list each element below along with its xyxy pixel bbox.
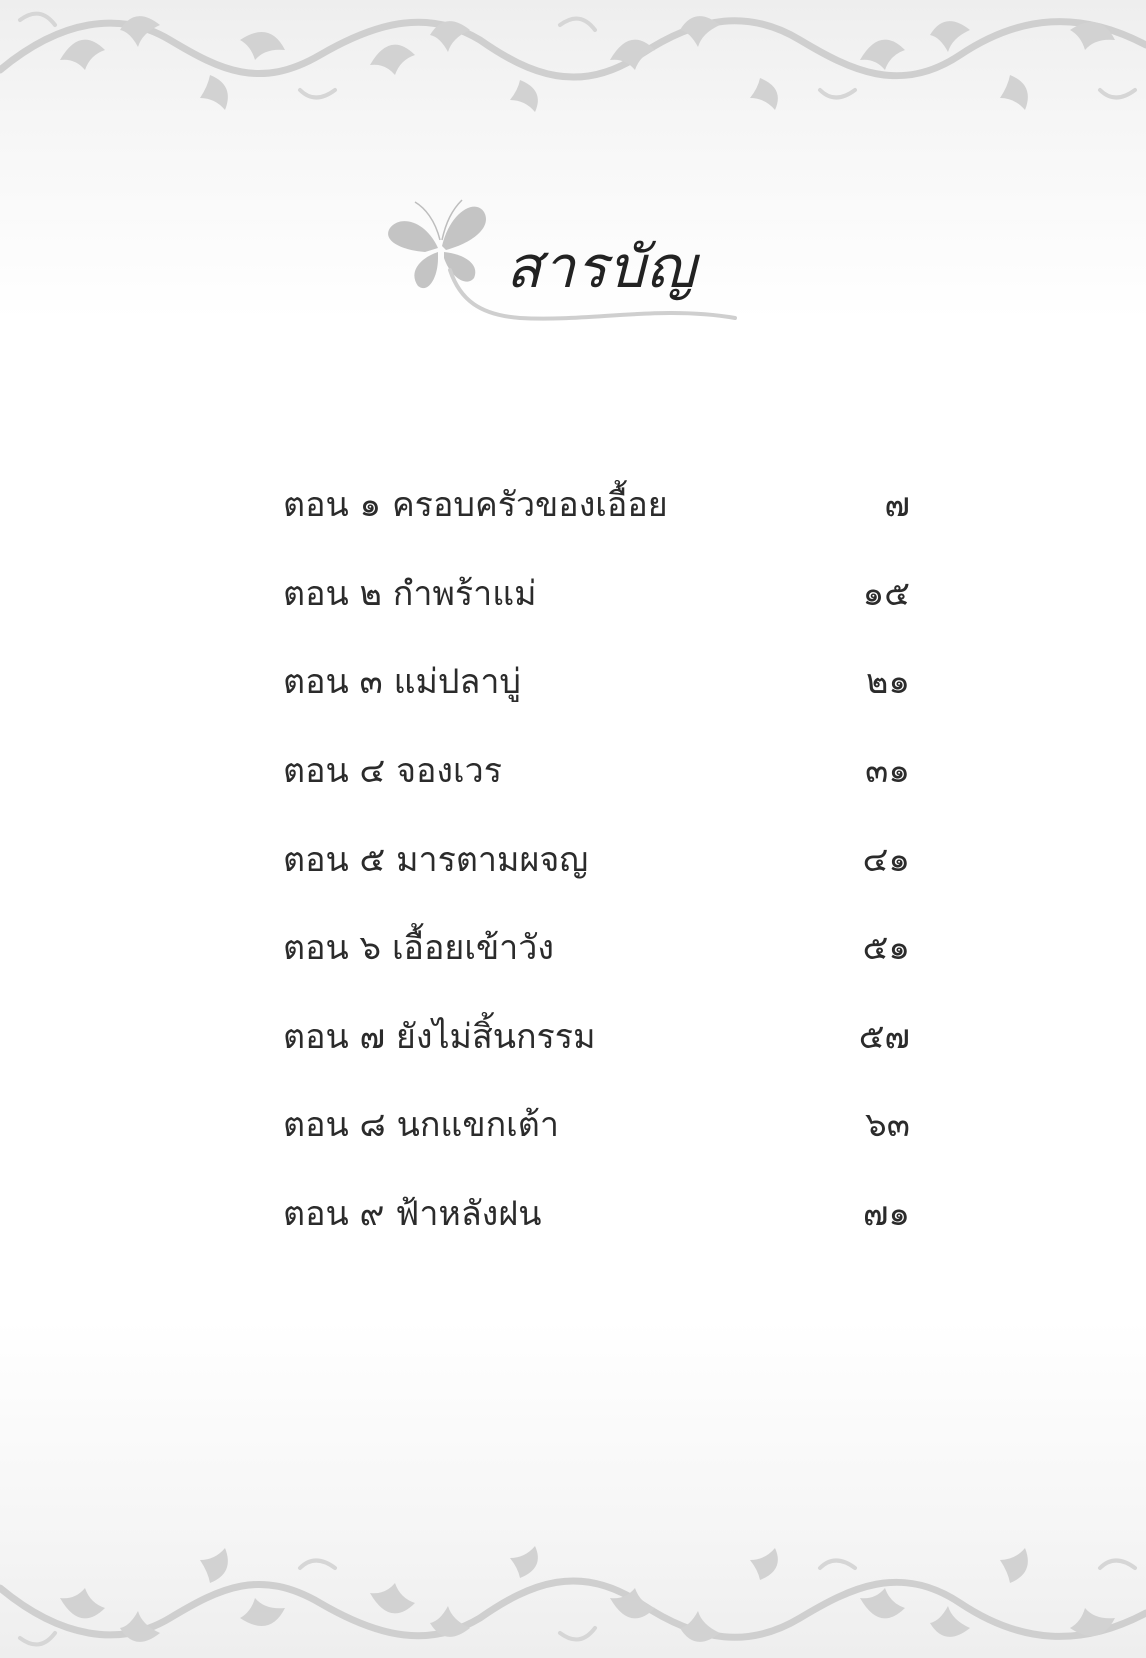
top-floral-border xyxy=(0,0,1146,115)
toc-entry xyxy=(283,637,910,726)
toc-entry-page: ๖๓ xyxy=(865,1105,910,1146)
table-of-contents xyxy=(283,460,910,1257)
toc-entry xyxy=(283,903,910,992)
toc-entry xyxy=(283,549,910,638)
toc-entry-title: ตอน ๑ ครอบครัวของเอื้อย xyxy=(283,485,668,526)
title-block xyxy=(380,190,740,340)
toc-entry-page: ๗ xyxy=(884,485,910,526)
toc-entry xyxy=(283,726,910,815)
toc-entry-title: ตอน ๕ มารตามผจญ xyxy=(283,839,589,880)
toc-entry-page: ๓๑ xyxy=(865,751,910,792)
toc-entry xyxy=(283,1080,910,1169)
toc-entry-page: ๑๕ xyxy=(862,573,910,614)
toc-entry-page: ๒๑ xyxy=(866,662,910,703)
toc-entry-title: ตอน ๘ นกแขกเต้า xyxy=(283,1105,559,1146)
page-title: สารบัญ xyxy=(506,233,697,301)
toc-entry-title: ตอน ๔ จองเวร xyxy=(283,751,503,792)
toc-entry-page: ๔๑ xyxy=(862,839,910,880)
toc-entry-page: ๕๗ xyxy=(858,1016,910,1057)
toc-entry xyxy=(283,460,910,549)
toc-entry-title: ตอน ๖ เอื้อยเข้าวัง xyxy=(283,928,554,969)
toc-entry-title: ตอน ๓ แม่ปลาบู่ xyxy=(283,662,522,703)
toc-entry-title: ตอน ๗ ยังไม่สิ้นกรรม xyxy=(283,1016,596,1057)
toc-entry xyxy=(283,1169,910,1258)
toc-entry xyxy=(283,992,910,1081)
toc-entry xyxy=(283,814,910,903)
bottom-floral-border xyxy=(0,1543,1146,1658)
toc-entry-page: ๕๑ xyxy=(862,928,910,969)
toc-entry-title: ตอน ๙ ฟ้าหลังฝน xyxy=(283,1194,542,1235)
toc-entry-page: ๗๑ xyxy=(862,1194,910,1235)
toc-entry-title: ตอน ๒ กำพร้าแม่ xyxy=(283,573,537,614)
